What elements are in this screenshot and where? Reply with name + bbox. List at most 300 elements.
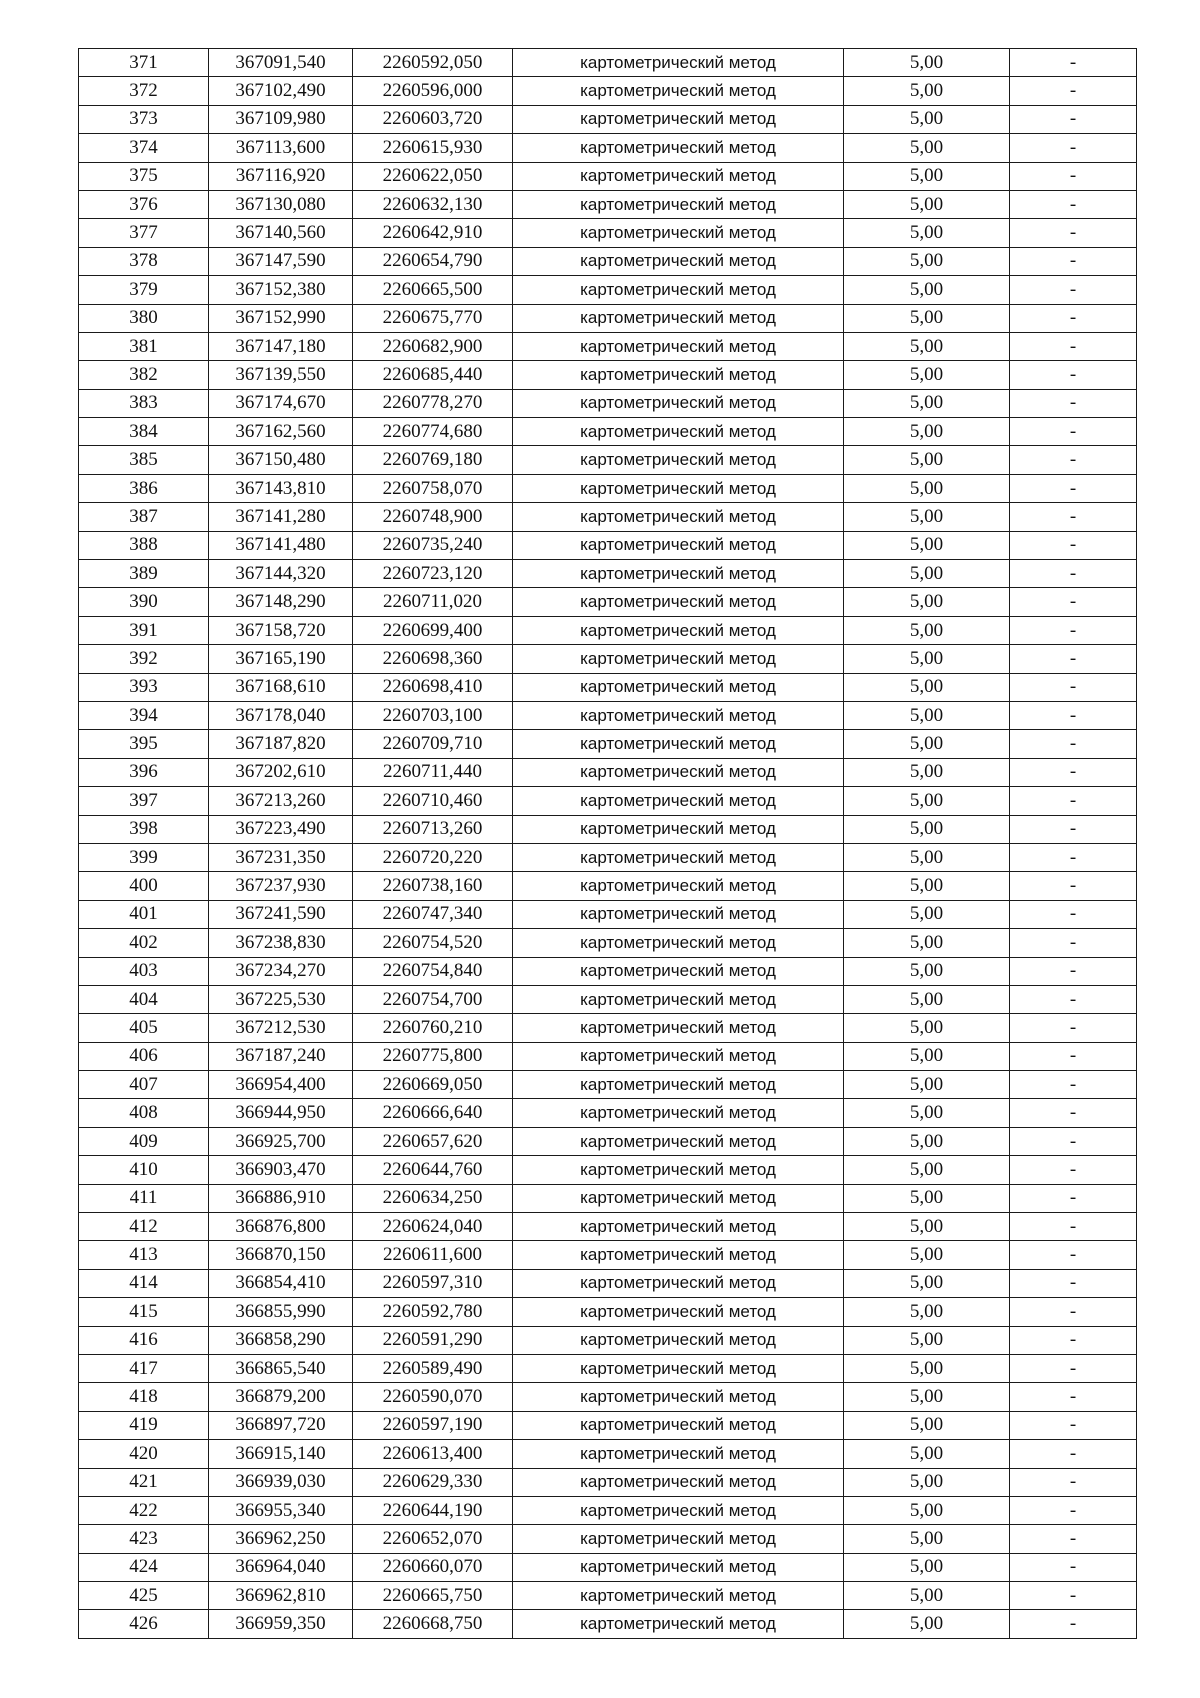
point-number-cell: 405	[79, 1014, 209, 1042]
point-number-cell: 396	[79, 758, 209, 786]
accuracy-cell: 5,00	[844, 1326, 1010, 1354]
point-number-cell: 385	[79, 446, 209, 474]
table-row	[79, 560, 1137, 588]
y-coordinate-cell: 2260720,220	[353, 843, 513, 871]
point-number-cell: 413	[79, 1241, 209, 1269]
table-row	[79, 1582, 1137, 1610]
method-cell: картометрический метод	[513, 957, 844, 985]
point-number-cell: 425	[79, 1582, 209, 1610]
x-coordinate-cell: 367152,380	[209, 276, 353, 304]
y-coordinate-cell: 2260665,750	[353, 1582, 513, 1610]
method-cell: картометрический метод	[513, 361, 844, 389]
note-cell: -	[1010, 1468, 1137, 1496]
x-coordinate-cell: 366964,040	[209, 1553, 353, 1581]
x-coordinate-cell: 366865,540	[209, 1354, 353, 1382]
x-coordinate-cell: 366955,340	[209, 1496, 353, 1524]
note-cell: -	[1010, 503, 1137, 531]
x-coordinate-cell: 366954,400	[209, 1071, 353, 1099]
table-row	[79, 900, 1137, 928]
table-row	[79, 418, 1137, 446]
accuracy-cell: 5,00	[844, 474, 1010, 502]
method-cell: картометрический метод	[513, 1326, 844, 1354]
point-number-cell: 391	[79, 616, 209, 644]
y-coordinate-cell: 2260675,770	[353, 304, 513, 332]
note-cell: -	[1010, 1156, 1137, 1184]
note-cell: -	[1010, 1127, 1137, 1155]
accuracy-cell: 5,00	[844, 872, 1010, 900]
note-cell: -	[1010, 701, 1137, 729]
point-number-cell: 372	[79, 77, 209, 105]
method-cell: картометрический метод	[513, 1184, 844, 1212]
point-number-cell: 407	[79, 1071, 209, 1099]
method-cell: картометрический метод	[513, 701, 844, 729]
x-coordinate-cell: 367158,720	[209, 616, 353, 644]
x-coordinate-cell: 366854,410	[209, 1269, 353, 1297]
y-coordinate-cell: 2260665,500	[353, 276, 513, 304]
method-cell: картометрический метод	[513, 418, 844, 446]
note-cell: -	[1010, 673, 1137, 701]
table-row	[79, 957, 1137, 985]
y-coordinate-cell: 2260644,760	[353, 1156, 513, 1184]
y-coordinate-cell: 2260682,900	[353, 332, 513, 360]
accuracy-cell: 5,00	[844, 1553, 1010, 1581]
table-row	[79, 616, 1137, 644]
note-cell: -	[1010, 1241, 1137, 1269]
note-cell: -	[1010, 957, 1137, 985]
note-cell: -	[1010, 389, 1137, 417]
table-row	[79, 219, 1137, 247]
method-cell: картометрический метод	[513, 446, 844, 474]
method-cell: картометрический метод	[513, 134, 844, 162]
coordinates-table-body	[79, 49, 1137, 1639]
table-row	[79, 872, 1137, 900]
note-cell: -	[1010, 560, 1137, 588]
y-coordinate-cell: 2260703,100	[353, 701, 513, 729]
accuracy-cell: 5,00	[844, 1241, 1010, 1269]
method-cell: картометрический метод	[513, 1241, 844, 1269]
y-coordinate-cell: 2260589,490	[353, 1354, 513, 1382]
accuracy-cell: 5,00	[844, 1184, 1010, 1212]
method-cell: картометрический метод	[513, 758, 844, 786]
note-cell: -	[1010, 105, 1137, 133]
y-coordinate-cell: 2260652,070	[353, 1525, 513, 1553]
note-cell: -	[1010, 1496, 1137, 1524]
coordinates-table	[78, 48, 1137, 1639]
accuracy-cell: 5,00	[844, 843, 1010, 871]
x-coordinate-cell: 367147,590	[209, 247, 353, 275]
x-coordinate-cell: 367130,080	[209, 190, 353, 218]
y-coordinate-cell: 2260611,600	[353, 1241, 513, 1269]
y-coordinate-cell: 2260668,750	[353, 1610, 513, 1638]
point-number-cell: 417	[79, 1354, 209, 1382]
note-cell: -	[1010, 332, 1137, 360]
point-number-cell: 408	[79, 1099, 209, 1127]
point-number-cell: 394	[79, 701, 209, 729]
method-cell: картометрический метод	[513, 1553, 844, 1581]
table-row	[79, 1326, 1137, 1354]
table-row	[79, 985, 1137, 1013]
x-coordinate-cell: 367187,820	[209, 730, 353, 758]
point-number-cell: 406	[79, 1042, 209, 1070]
y-coordinate-cell: 2260657,620	[353, 1127, 513, 1155]
table-row	[79, 787, 1137, 815]
table-row	[79, 701, 1137, 729]
x-coordinate-cell: 367241,590	[209, 900, 353, 928]
y-coordinate-cell: 2260754,520	[353, 929, 513, 957]
method-cell: картометрический метод	[513, 190, 844, 218]
y-coordinate-cell: 2260711,440	[353, 758, 513, 786]
note-cell: -	[1010, 304, 1137, 332]
accuracy-cell: 5,00	[844, 1383, 1010, 1411]
table-row	[79, 1298, 1137, 1326]
x-coordinate-cell: 367225,530	[209, 985, 353, 1013]
y-coordinate-cell: 2260592,780	[353, 1298, 513, 1326]
method-cell: картометрический метод	[513, 1525, 844, 1553]
y-coordinate-cell: 2260775,800	[353, 1042, 513, 1070]
method-cell: картометрический метод	[513, 985, 844, 1013]
y-coordinate-cell: 2260699,400	[353, 616, 513, 644]
x-coordinate-cell: 366876,800	[209, 1213, 353, 1241]
accuracy-cell: 5,00	[844, 1610, 1010, 1638]
note-cell: -	[1010, 815, 1137, 843]
method-cell: картометрический метод	[513, 503, 844, 531]
method-cell: картометрический метод	[513, 1269, 844, 1297]
x-coordinate-cell: 367178,040	[209, 701, 353, 729]
point-number-cell: 383	[79, 389, 209, 417]
point-number-cell: 421	[79, 1468, 209, 1496]
y-coordinate-cell: 2260748,900	[353, 503, 513, 531]
accuracy-cell: 5,00	[844, 418, 1010, 446]
y-coordinate-cell: 2260769,180	[353, 446, 513, 474]
x-coordinate-cell: 367113,600	[209, 134, 353, 162]
accuracy-cell: 5,00	[844, 645, 1010, 673]
point-number-cell: 411	[79, 1184, 209, 1212]
accuracy-cell: 5,00	[844, 190, 1010, 218]
point-number-cell: 399	[79, 843, 209, 871]
x-coordinate-cell: 367139,550	[209, 361, 353, 389]
method-cell: картометрический метод	[513, 77, 844, 105]
accuracy-cell: 5,00	[844, 787, 1010, 815]
accuracy-cell: 5,00	[844, 276, 1010, 304]
point-number-cell: 423	[79, 1525, 209, 1553]
y-coordinate-cell: 2260624,040	[353, 1213, 513, 1241]
y-coordinate-cell: 2260669,050	[353, 1071, 513, 1099]
x-coordinate-cell: 367187,240	[209, 1042, 353, 1070]
y-coordinate-cell: 2260698,360	[353, 645, 513, 673]
x-coordinate-cell: 367212,530	[209, 1014, 353, 1042]
accuracy-cell: 5,00	[844, 985, 1010, 1013]
point-number-cell: 397	[79, 787, 209, 815]
accuracy-cell: 5,00	[844, 673, 1010, 701]
y-coordinate-cell: 2260710,460	[353, 787, 513, 815]
method-cell: картометрический метод	[513, 332, 844, 360]
y-coordinate-cell: 2260597,310	[353, 1269, 513, 1297]
y-coordinate-cell: 2260597,190	[353, 1411, 513, 1439]
y-coordinate-cell: 2260629,330	[353, 1468, 513, 1496]
x-coordinate-cell: 367168,610	[209, 673, 353, 701]
x-coordinate-cell: 367150,480	[209, 446, 353, 474]
accuracy-cell: 5,00	[844, 1269, 1010, 1297]
x-coordinate-cell: 367213,260	[209, 787, 353, 815]
x-coordinate-cell: 367234,270	[209, 957, 353, 985]
x-coordinate-cell: 367223,490	[209, 815, 353, 843]
table-row	[79, 1241, 1137, 1269]
method-cell: картометрический метод	[513, 531, 844, 559]
table-row	[79, 929, 1137, 957]
method-cell: картометрический метод	[513, 247, 844, 275]
x-coordinate-cell: 367174,670	[209, 389, 353, 417]
table-row	[79, 77, 1137, 105]
accuracy-cell: 5,00	[844, 1127, 1010, 1155]
accuracy-cell: 5,00	[844, 49, 1010, 77]
point-number-cell: 382	[79, 361, 209, 389]
accuracy-cell: 5,00	[844, 219, 1010, 247]
method-cell: картометрический метод	[513, 1213, 844, 1241]
x-coordinate-cell: 367141,280	[209, 503, 353, 531]
method-cell: картометрический метод	[513, 1042, 844, 1070]
method-cell: картометрический метод	[513, 1582, 844, 1610]
method-cell: картометрический метод	[513, 1468, 844, 1496]
note-cell: -	[1010, 1184, 1137, 1212]
y-coordinate-cell: 2260596,000	[353, 77, 513, 105]
accuracy-cell: 5,00	[844, 1213, 1010, 1241]
accuracy-cell: 5,00	[844, 701, 1010, 729]
accuracy-cell: 5,00	[844, 1156, 1010, 1184]
method-cell: картометрический метод	[513, 276, 844, 304]
note-cell: -	[1010, 1071, 1137, 1099]
method-cell: картометрический метод	[513, 929, 844, 957]
x-coordinate-cell: 367143,810	[209, 474, 353, 502]
point-number-cell: 398	[79, 815, 209, 843]
note-cell: -	[1010, 247, 1137, 275]
note-cell: -	[1010, 190, 1137, 218]
method-cell: картометрический метод	[513, 730, 844, 758]
method-cell: картометрический метод	[513, 304, 844, 332]
x-coordinate-cell: 367141,480	[209, 531, 353, 559]
point-number-cell: 404	[79, 985, 209, 1013]
accuracy-cell: 5,00	[844, 389, 1010, 417]
note-cell: -	[1010, 645, 1137, 673]
point-number-cell: 386	[79, 474, 209, 502]
y-coordinate-cell: 2260590,070	[353, 1383, 513, 1411]
x-coordinate-cell: 367165,190	[209, 645, 353, 673]
table-row	[79, 673, 1137, 701]
table-row	[79, 531, 1137, 559]
note-cell: -	[1010, 1525, 1137, 1553]
point-number-cell: 409	[79, 1127, 209, 1155]
y-coordinate-cell: 2260603,720	[353, 105, 513, 133]
accuracy-cell: 5,00	[844, 815, 1010, 843]
table-row	[79, 1411, 1137, 1439]
y-coordinate-cell: 2260634,250	[353, 1184, 513, 1212]
x-coordinate-cell: 366858,290	[209, 1326, 353, 1354]
accuracy-cell: 5,00	[844, 134, 1010, 162]
point-number-cell: 376	[79, 190, 209, 218]
accuracy-cell: 5,00	[844, 1440, 1010, 1468]
x-coordinate-cell: 366886,910	[209, 1184, 353, 1212]
method-cell: картометрический метод	[513, 105, 844, 133]
accuracy-cell: 5,00	[844, 1411, 1010, 1439]
note-cell: -	[1010, 49, 1137, 77]
accuracy-cell: 5,00	[844, 503, 1010, 531]
x-coordinate-cell: 366855,990	[209, 1298, 353, 1326]
accuracy-cell: 5,00	[844, 1298, 1010, 1326]
table-row	[79, 1383, 1137, 1411]
note-cell: -	[1010, 418, 1137, 446]
accuracy-cell: 5,00	[844, 304, 1010, 332]
point-number-cell: 424	[79, 1553, 209, 1581]
table-row	[79, 1042, 1137, 1070]
method-cell: картометрический метод	[513, 1127, 844, 1155]
y-coordinate-cell: 2260632,130	[353, 190, 513, 218]
y-coordinate-cell: 2260711,020	[353, 588, 513, 616]
point-number-cell: 402	[79, 929, 209, 957]
accuracy-cell: 5,00	[844, 162, 1010, 190]
note-cell: -	[1010, 900, 1137, 928]
accuracy-cell: 5,00	[844, 730, 1010, 758]
point-number-cell: 414	[79, 1269, 209, 1297]
note-cell: -	[1010, 843, 1137, 871]
point-number-cell: 371	[79, 49, 209, 77]
method-cell: картометрический метод	[513, 49, 844, 77]
point-number-cell: 388	[79, 531, 209, 559]
note-cell: -	[1010, 1440, 1137, 1468]
accuracy-cell: 5,00	[844, 560, 1010, 588]
note-cell: -	[1010, 531, 1137, 559]
point-number-cell: 412	[79, 1213, 209, 1241]
y-coordinate-cell: 2260760,210	[353, 1014, 513, 1042]
point-number-cell: 400	[79, 872, 209, 900]
table-row	[79, 1071, 1137, 1099]
table-row	[79, 1468, 1137, 1496]
y-coordinate-cell: 2260754,700	[353, 985, 513, 1013]
point-number-cell: 422	[79, 1496, 209, 1524]
method-cell: картометрический метод	[513, 474, 844, 502]
note-cell: -	[1010, 588, 1137, 616]
y-coordinate-cell: 2260615,930	[353, 134, 513, 162]
method-cell: картометрический метод	[513, 1411, 844, 1439]
method-cell: картометрический метод	[513, 1099, 844, 1127]
table-row	[79, 843, 1137, 871]
table-row	[79, 1610, 1137, 1638]
method-cell: картометрический метод	[513, 588, 844, 616]
table-row	[79, 134, 1137, 162]
x-coordinate-cell: 366915,140	[209, 1440, 353, 1468]
note-cell: -	[1010, 616, 1137, 644]
point-number-cell: 377	[79, 219, 209, 247]
point-number-cell: 393	[79, 673, 209, 701]
note-cell: -	[1010, 1553, 1137, 1581]
point-number-cell: 387	[79, 503, 209, 531]
y-coordinate-cell: 2260660,070	[353, 1553, 513, 1581]
note-cell: -	[1010, 1411, 1137, 1439]
x-coordinate-cell: 366962,810	[209, 1582, 353, 1610]
note-cell: -	[1010, 1099, 1137, 1127]
y-coordinate-cell: 2260735,240	[353, 531, 513, 559]
note-cell: -	[1010, 985, 1137, 1013]
point-number-cell: 384	[79, 418, 209, 446]
table-row	[79, 190, 1137, 218]
x-coordinate-cell: 367109,980	[209, 105, 353, 133]
accuracy-cell: 5,00	[844, 929, 1010, 957]
table-row	[79, 1496, 1137, 1524]
accuracy-cell: 5,00	[844, 1496, 1010, 1524]
accuracy-cell: 5,00	[844, 247, 1010, 275]
x-coordinate-cell: 366939,030	[209, 1468, 353, 1496]
accuracy-cell: 5,00	[844, 361, 1010, 389]
table-row	[79, 1014, 1137, 1042]
method-cell: картометрический метод	[513, 1610, 844, 1638]
note-cell: -	[1010, 446, 1137, 474]
point-number-cell: 374	[79, 134, 209, 162]
y-coordinate-cell: 2260774,680	[353, 418, 513, 446]
x-coordinate-cell: 366925,700	[209, 1127, 353, 1155]
method-cell: картометрический метод	[513, 787, 844, 815]
table-row	[79, 588, 1137, 616]
table-row	[79, 474, 1137, 502]
table-row	[79, 1184, 1137, 1212]
point-number-cell: 415	[79, 1298, 209, 1326]
accuracy-cell: 5,00	[844, 446, 1010, 474]
note-cell: -	[1010, 758, 1137, 786]
x-coordinate-cell: 367202,610	[209, 758, 353, 786]
x-coordinate-cell: 367147,180	[209, 332, 353, 360]
accuracy-cell: 5,00	[844, 1099, 1010, 1127]
accuracy-cell: 5,00	[844, 1071, 1010, 1099]
accuracy-cell: 5,00	[844, 1014, 1010, 1042]
table-row	[79, 1099, 1137, 1127]
table-row	[79, 730, 1137, 758]
y-coordinate-cell: 2260747,340	[353, 900, 513, 928]
point-number-cell: 390	[79, 588, 209, 616]
y-coordinate-cell: 2260613,400	[353, 1440, 513, 1468]
table-row	[79, 361, 1137, 389]
note-cell: -	[1010, 1298, 1137, 1326]
x-coordinate-cell: 366944,950	[209, 1099, 353, 1127]
point-number-cell: 419	[79, 1411, 209, 1439]
accuracy-cell: 5,00	[844, 957, 1010, 985]
method-cell: картометрический метод	[513, 1496, 844, 1524]
x-coordinate-cell: 367152,990	[209, 304, 353, 332]
table-row	[79, 276, 1137, 304]
accuracy-cell: 5,00	[844, 1582, 1010, 1610]
y-coordinate-cell: 2260622,050	[353, 162, 513, 190]
note-cell: -	[1010, 276, 1137, 304]
table-row	[79, 446, 1137, 474]
x-coordinate-cell: 367238,830	[209, 929, 353, 957]
note-cell: -	[1010, 1582, 1137, 1610]
note-cell: -	[1010, 1042, 1137, 1070]
method-cell: картометрический метод	[513, 1014, 844, 1042]
x-coordinate-cell: 367116,920	[209, 162, 353, 190]
y-coordinate-cell: 2260778,270	[353, 389, 513, 417]
table-row	[79, 1127, 1137, 1155]
y-coordinate-cell: 2260592,050	[353, 49, 513, 77]
method-cell: картометрический метод	[513, 389, 844, 417]
table-row	[79, 1525, 1137, 1553]
table-row	[79, 1354, 1137, 1382]
x-coordinate-cell: 366870,150	[209, 1241, 353, 1269]
y-coordinate-cell: 2260754,840	[353, 957, 513, 985]
point-number-cell: 389	[79, 560, 209, 588]
note-cell: -	[1010, 219, 1137, 247]
accuracy-cell: 5,00	[844, 77, 1010, 105]
y-coordinate-cell: 2260644,190	[353, 1496, 513, 1524]
y-coordinate-cell: 2260723,120	[353, 560, 513, 588]
note-cell: -	[1010, 730, 1137, 758]
method-cell: картометрический метод	[513, 560, 844, 588]
y-coordinate-cell: 2260738,160	[353, 872, 513, 900]
